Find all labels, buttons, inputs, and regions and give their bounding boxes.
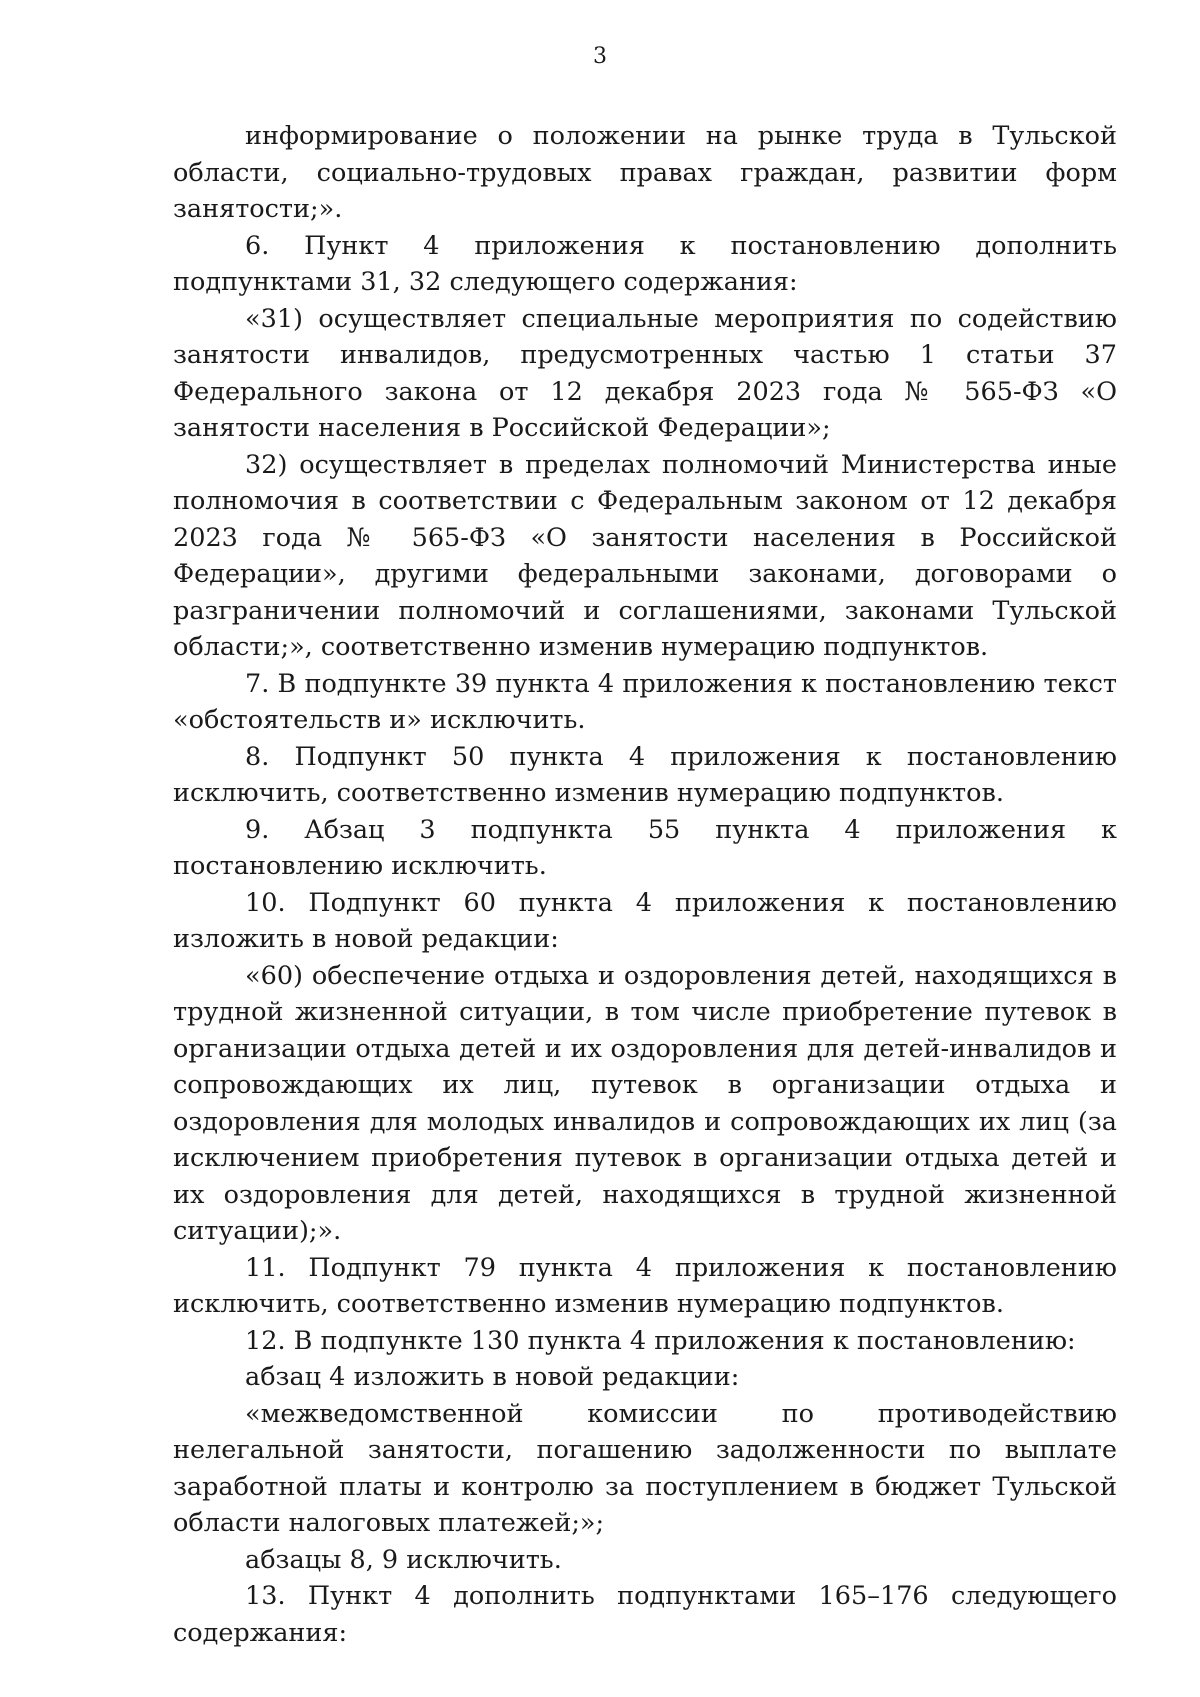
paragraph: информирование о положении на рынке труда в Тульской области, социально-трудовых правах граждан, развитии форм занятости;».: [173, 121, 1117, 224]
paragraph: 11. Подпункт 79 пункта 4 приложения к постановлению исключить, соответственно изменив нумерацию подпунктов.: [173, 1252, 1117, 1319]
paragraph: 12. В подпункте 130 пункта 4 приложения к постановлению:: [245, 1325, 1076, 1356]
paragraph: 32) осуществляет в пределах полномочий Министерства иные полномочия в соответствии с Федеральным законом от 12 декабря 2023 года № 565-ФЗ «О занятости населения в Российской Федерации», другими федеральными законами, договорами о разграничении полномочий и соглашениями, законами Тульской области;», соответственно изменив нумерацию подпунктов.: [173, 449, 1117, 662]
paragraph: 6. Пункт 4 приложения к постановлению дополнить подпунктами 31, 32 следующего содержания:: [173, 230, 1117, 297]
page-number: 3: [593, 44, 607, 69]
paragraph: 7. В подпункте 39 пункта 4 приложения к постановлению текст «обстоятельств и» исключить.: [173, 668, 1117, 735]
document-body: [173, 118, 1117, 1651]
paragraph: «межведомственной комиссии по противодействию нелегальной занятости, погашению задолженности по выплате заработной платы и контролю за поступлением в бюджет Тульской области налоговых платежей;»;: [173, 1398, 1117, 1538]
paragraph: абзац 4 изложить в новой редакции:: [245, 1362, 740, 1392]
paragraph: абзацы 8, 9 исключить.: [245, 1544, 562, 1575]
paragraph: 9. Абзац 3 подпункта 55 пункта 4 приложения к постановлению исключить.: [173, 814, 1117, 881]
paragraph: 10. Подпункт 60 пункта 4 приложения к постановлению изложить в новой редакции:: [173, 887, 1117, 954]
paragraph: «60) обеспечение отдыха и оздоровления детей, находящихся в трудной жизненной ситуации, в том числе приобретение путевок в организации отдыха детей и их оздоровления для детей-инвалидов и сопровождающих их лиц, путевок в организации отдыха и оздоровления для молодых инвалидов и сопровождающих их лиц (за исключением приобретения путевок в организации отдыха детей и их оздоровления для детей, находящихся в трудной жизненной ситуации);».: [173, 960, 1117, 1246]
paragraph: 13. Пункт 4 дополнить подпунктами 165–176 следующего содержания:: [173, 1581, 1117, 1648]
paragraph: 8. Подпункт 50 пункта 4 приложения к постановлению исключить, соответственно изменив нумерацию подпунктов.: [173, 741, 1117, 808]
paragraph: «31) осуществляет специальные мероприятия по содействию занятости инвалидов, предусмотренных частью 1 статьи 37 Федерального закона от 12 декабря 2023 года № 565-ФЗ «О занятости населения в Российской Федерации»;: [173, 303, 1117, 443]
